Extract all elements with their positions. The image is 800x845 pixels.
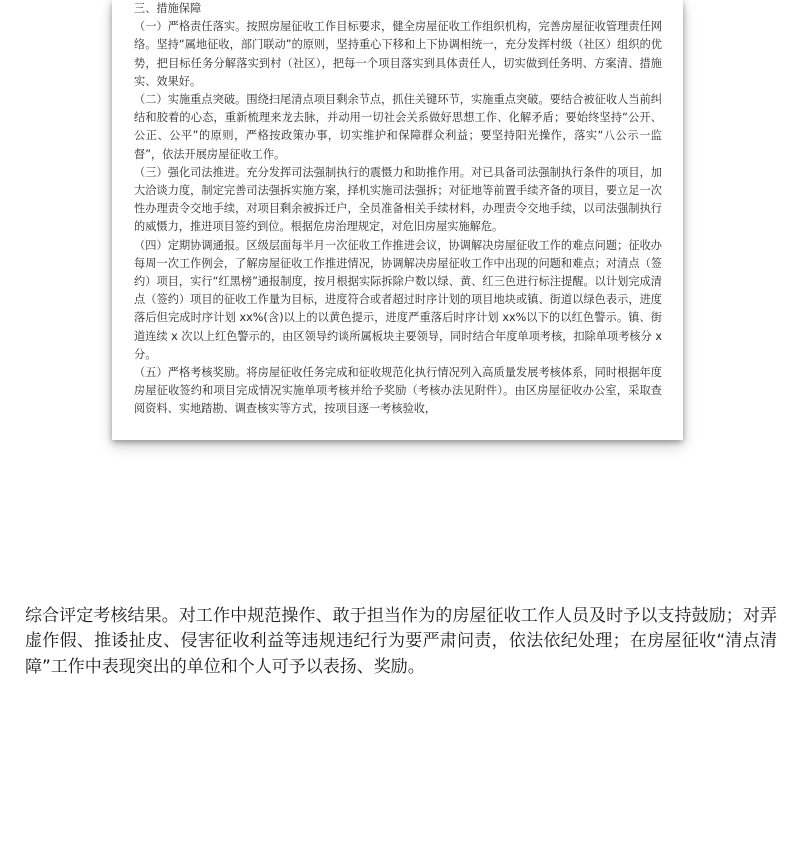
paragraph-3: （三）强化司法推进。充分发挥司法强制执行的震慑力和助推作用。对已具备司法强制执行条件的项目，加大洽谈力度，制定完善司法强拆实施方案，择机实施司法强拆；对征地等前置手续齐备的项目，要立足一次性办理责令交地手续，对项目剩余被拆迁户，全员准备相关手续材料，办理责令交地手续，以司法强制执行的威慑力，推进项目签约到位。根据危房治理规定，对危旧房屋实施解危。 — [134, 165, 662, 234]
paragraph-5: （五）严格考核奖励。将房屋征收任务完成和征收规范化执行情况列入高质量发展考核体系，同时根据年度房屋征收签约和项目完成情况实施单项考核并给予奖励（考核办法见附件）。由区房屋征收办公室，采取查阅资料、实地踏勘、调查核实等方式，按项目逐一考核验收， — [134, 366, 662, 416]
paragraph-2: （二）实施重点突破。围绕扫尾清点项目剩余节点，抓住关键环节，实施重点突破。要结合被征收人当前纠结和胶着的心态，重新梳理来龙去脉，并动用一切社会关系做好思想工作、化解矛盾；要始终坚持“公开、公正、公平”的原则，严格按政策办事，切实维护和保障群众利益；要坚持阳光操作，落实“八公示一监督”，依法开展房屋征收工作。 — [134, 93, 662, 161]
document-body — [134, 0, 662, 419]
paragraph-1: （一）严格责任落实。按照房屋征收工作目标要求，健全房屋征收工作组织机构，完善房屋征收管理责任网络。坚持“属地征收，部门联动”的原则，坚持重心下移和上下协调相统一，充分发挥村级（社区）组织的优势，把目标任务分解落实到村（社区），把每一个项目落实到具体责任人，切实做到任务明、方案清、措施实、效果好。 — [134, 20, 662, 88]
paragraph-4: （四）定期协调通报。区级层面每半月一次征收工作推进会议，协调解决房屋征收工作的难点问题；征收办每周一次工作例会，了解房屋征收工作推进情况，协调解决房屋征收工作中出现的问题和难点；对清点（签约）项目，实行“红黑榜”通报制度，按月根据实际拆除户数以绿、黄、红三色进行标注提醒。以计划完成清点（签约）项目的征收工作量为目标，进度符合或者超过时序计划的项目地块或镇、街道以绿色表示，进度落后但完成时序计划 xx%(含)以上的以黄色提示，进度严重落后时序计划 xx%以下的以红色警示。镇、街道连续 x 次以上红色警示的，由区领导约谈所属板块主要领导，同时结合年度单项考核，扣除单项考核分 x 分。 — [134, 238, 662, 361]
document-page-image — [112, 0, 683, 440]
section-heading: 三、措施保障 — [134, 2, 202, 15]
continuation-paragraph: 综合评定考核结果。对工作中规范操作、敢于担当作为的房屋征收工作人员及时予以支持鼓励；对弄虚作假、推诿扯皮、侵害征收利益等违规违纪行为要严肃问责，依法依纪处理；在房屋征收“清点清障”工作中表现突出的单位和个人可予以表扬、奖励。 — [25, 606, 777, 677]
